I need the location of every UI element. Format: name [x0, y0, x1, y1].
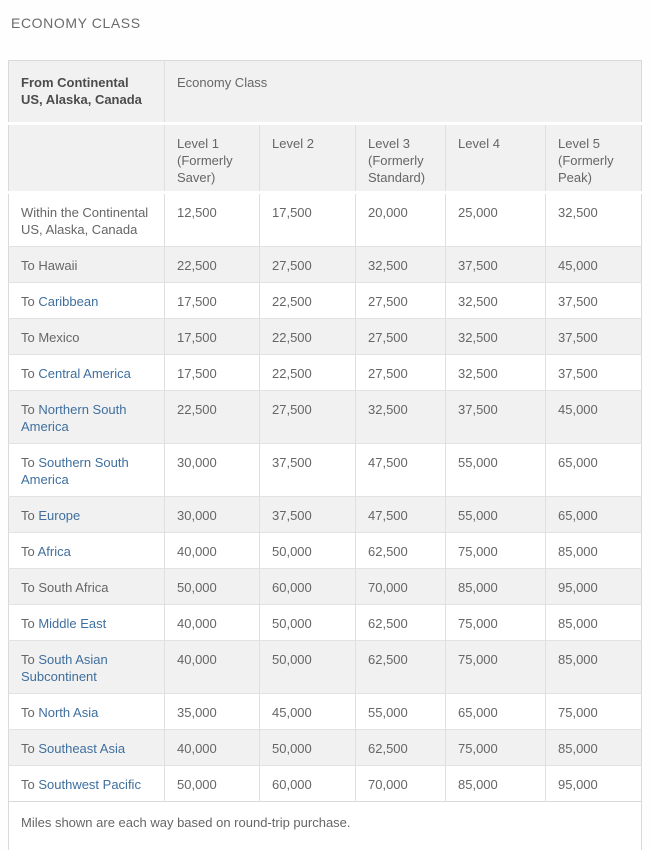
- miles-value: 37,500: [546, 355, 642, 391]
- miles-value: 75,000: [446, 533, 546, 569]
- miles-value: 32,500: [356, 391, 446, 444]
- miles-value: 75,000: [446, 605, 546, 641]
- miles-value: 40,000: [165, 641, 260, 694]
- miles-value: 60,000: [260, 569, 356, 605]
- destination-cell: [9, 391, 165, 444]
- destination-cell: [9, 569, 165, 605]
- miles-value: 40,000: [165, 533, 260, 569]
- destination-cell: [9, 355, 165, 391]
- miles-value: 37,500: [446, 391, 546, 444]
- miles-value: 22,500: [260, 283, 356, 319]
- miles-value: 70,000: [356, 766, 446, 802]
- miles-value: 17,500: [165, 355, 260, 391]
- destination-cell: [9, 605, 165, 641]
- miles-value: 32,500: [446, 319, 546, 355]
- destination-link[interactable]: Southeast Asia: [38, 741, 126, 756]
- miles-value: 20,000: [356, 193, 446, 247]
- miles-value: 75,000: [446, 641, 546, 694]
- corner-header: From Continental US, Alaska, Canada: [9, 61, 165, 124]
- miles-value: 17,500: [165, 283, 260, 319]
- miles-value: 22,500: [165, 247, 260, 283]
- column-header-level-3: Level 3 (Formerly Standard): [356, 124, 446, 193]
- destination-link[interactable]: Northern South America: [21, 402, 127, 434]
- miles-value: 40,000: [165, 605, 260, 641]
- miles-value: 55,000: [356, 694, 446, 730]
- miles-value: 62,500: [356, 533, 446, 569]
- miles-value: 30,000: [165, 444, 260, 497]
- destination-link[interactable]: South Asian Subcontinent: [21, 652, 108, 684]
- table-row: [9, 569, 642, 605]
- award-miles-table: [8, 60, 642, 850]
- miles-value: 60,000: [260, 766, 356, 802]
- table-row: [9, 497, 642, 533]
- destination-cell: [9, 694, 165, 730]
- destination-prefix: To: [21, 366, 39, 381]
- miles-value: 50,000: [260, 533, 356, 569]
- destination-cell: [9, 193, 165, 247]
- table-row: [9, 391, 642, 444]
- column-header-level-4: Level 4: [446, 124, 546, 193]
- miles-value: 37,500: [546, 283, 642, 319]
- miles-value: 55,000: [446, 497, 546, 533]
- miles-value: 95,000: [546, 766, 642, 802]
- empty-header-cell: [9, 124, 165, 193]
- miles-value: 50,000: [260, 605, 356, 641]
- destination-prefix: To: [21, 652, 39, 667]
- miles-value: 32,500: [446, 283, 546, 319]
- miles-value: 27,500: [260, 391, 356, 444]
- table-row: [9, 444, 642, 497]
- miles-value: 27,500: [356, 319, 446, 355]
- table-row: [9, 319, 642, 355]
- destination-link[interactable]: Africa: [37, 544, 71, 559]
- miles-value: 37,500: [260, 444, 356, 497]
- miles-value: 85,000: [446, 766, 546, 802]
- destination-link[interactable]: Caribbean: [38, 294, 99, 309]
- miles-value: 55,000: [446, 444, 546, 497]
- table-row: [9, 694, 642, 730]
- miles-value: 65,000: [446, 694, 546, 730]
- miles-value: 65,000: [546, 444, 642, 497]
- miles-value: 35,000: [165, 694, 260, 730]
- column-header-level-2: Level 2: [260, 124, 356, 193]
- table-footer: [9, 802, 642, 850]
- miles-value: 22,500: [260, 355, 356, 391]
- destination-link[interactable]: Central America: [38, 366, 131, 381]
- miles-value: 70,000: [356, 569, 446, 605]
- miles-value: 27,500: [356, 355, 446, 391]
- miles-value: 27,500: [260, 247, 356, 283]
- group-header-row: [9, 61, 642, 124]
- destination-link[interactable]: Middle East: [38, 616, 107, 631]
- column-header-level-5: Level 5 (Formerly Peak): [546, 124, 642, 193]
- destination-label: To Mexico: [21, 330, 80, 345]
- miles-value: 62,500: [356, 641, 446, 694]
- miles-value: 40,000: [165, 730, 260, 766]
- destination-link[interactable]: Europe: [38, 508, 81, 523]
- destination-cell: [9, 766, 165, 802]
- destination-label: To Hawaii: [21, 258, 78, 273]
- section-title: ECONOMY CLASS: [11, 15, 141, 31]
- miles-value: 85,000: [546, 533, 642, 569]
- table-row: [9, 533, 642, 569]
- destination-prefix: To: [21, 455, 39, 470]
- destination-prefix: To: [21, 616, 39, 631]
- destination-prefix: To: [21, 705, 39, 720]
- footnote-row: [9, 802, 642, 850]
- destination-cell: [9, 247, 165, 283]
- destination-link[interactable]: North Asia: [38, 705, 99, 720]
- destination-prefix: To: [21, 741, 39, 756]
- destination-cell: [9, 730, 165, 766]
- level-header-row: [9, 124, 642, 193]
- table-row: [9, 355, 642, 391]
- miles-value: 37,500: [260, 497, 356, 533]
- table-header: [9, 61, 642, 193]
- miles-value: 45,000: [546, 391, 642, 444]
- miles-value: 50,000: [260, 641, 356, 694]
- miles-value: 65,000: [546, 497, 642, 533]
- miles-value: 45,000: [260, 694, 356, 730]
- group-header: Economy Class: [165, 61, 642, 124]
- miles-value: 12,500: [165, 193, 260, 247]
- destination-link[interactable]: Southwest Pacific: [38, 777, 141, 792]
- footnote: Miles shown are each way based on round-trip purchase.: [9, 802, 642, 850]
- table-row: [9, 605, 642, 641]
- miles-value: 85,000: [546, 641, 642, 694]
- miles-value: 27,500: [356, 283, 446, 319]
- miles-value: 32,500: [546, 193, 642, 247]
- miles-value: 25,000: [446, 193, 546, 247]
- table-row: [9, 730, 642, 766]
- miles-value: 47,500: [356, 444, 446, 497]
- miles-value: 45,000: [546, 247, 642, 283]
- fare-table-body: [9, 193, 642, 802]
- miles-value: 37,500: [546, 319, 642, 355]
- miles-value: 85,000: [446, 569, 546, 605]
- column-header-level-1: Level 1 (Formerly Saver): [165, 124, 260, 193]
- destination-cell: [9, 283, 165, 319]
- table-row: [9, 247, 642, 283]
- miles-value: 17,500: [165, 319, 260, 355]
- miles-value: 95,000: [546, 569, 642, 605]
- destination-prefix: To: [21, 544, 38, 559]
- miles-value: 50,000: [165, 766, 260, 802]
- miles-value: 37,500: [446, 247, 546, 283]
- miles-value: 17,500: [260, 193, 356, 247]
- miles-value: 47,500: [356, 497, 446, 533]
- miles-value: 32,500: [446, 355, 546, 391]
- destination-prefix: To: [21, 402, 39, 417]
- miles-value: 62,500: [356, 605, 446, 641]
- miles-value: 50,000: [260, 730, 356, 766]
- destination-cell: [9, 444, 165, 497]
- destination-prefix: To: [21, 508, 39, 523]
- miles-value: 32,500: [356, 247, 446, 283]
- destination-prefix: To: [21, 294, 39, 309]
- destination-label: Within the Continental US, Alaska, Canada: [21, 205, 149, 237]
- table-row: [9, 283, 642, 319]
- destination-cell: [9, 533, 165, 569]
- miles-value: 62,500: [356, 730, 446, 766]
- miles-value: 30,000: [165, 497, 260, 533]
- destination-cell: [9, 497, 165, 533]
- table-row: [9, 766, 642, 802]
- miles-value: 85,000: [546, 605, 642, 641]
- miles-value: 50,000: [165, 569, 260, 605]
- miles-value: 75,000: [546, 694, 642, 730]
- miles-value: 75,000: [446, 730, 546, 766]
- destination-cell: [9, 641, 165, 694]
- table-row: [9, 193, 642, 247]
- table-row: [9, 641, 642, 694]
- destination-prefix: To: [21, 777, 39, 792]
- miles-value: 22,500: [260, 319, 356, 355]
- destination-label: To South Africa: [21, 580, 109, 595]
- destination-cell: [9, 319, 165, 355]
- destination-link[interactable]: Southern South America: [21, 455, 129, 487]
- miles-value: 22,500: [165, 391, 260, 444]
- miles-value: 85,000: [546, 730, 642, 766]
